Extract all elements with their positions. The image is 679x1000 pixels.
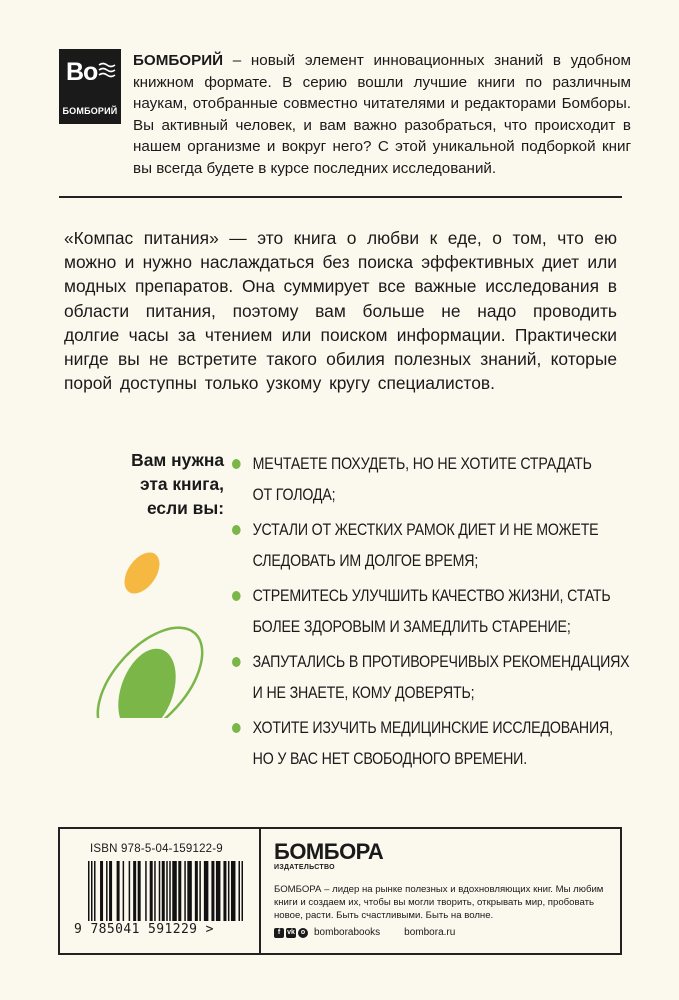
barcode-icon bbox=[88, 861, 243, 921]
list-item bbox=[232, 449, 665, 510]
list-item-text: МЕЧТАЕТЕ ПОХУДЕТЬ, НО НЕ ХОТИТЕ СТРАДАТЬ bbox=[252, 455, 592, 473]
barcode-bar bbox=[117, 861, 120, 921]
list-item-text: И НЕ ЗНАЕТЕ, КОМУ ДОВЕРЯТЬ; bbox=[252, 683, 475, 702]
need-line: если вы: bbox=[146, 498, 224, 518]
barcode-bar bbox=[123, 861, 125, 921]
decorative-shapes bbox=[90, 548, 240, 718]
barcode-bar bbox=[187, 861, 192, 921]
social-handle[interactable]: bomborabooks bbox=[314, 927, 381, 938]
barcode-bar bbox=[166, 861, 168, 921]
publisher-name: БОМБОРА bbox=[274, 839, 384, 864]
barcode-bar bbox=[129, 861, 131, 921]
barcode-bar bbox=[109, 861, 112, 921]
publisher-site-link[interactable]: bombora.ru bbox=[404, 927, 456, 938]
need-line: эта книга, bbox=[139, 474, 224, 494]
barcode-bar bbox=[242, 861, 244, 921]
list-item bbox=[232, 581, 665, 642]
barcode-bar bbox=[223, 861, 226, 921]
waves-icon bbox=[98, 62, 116, 78]
social-links bbox=[274, 927, 455, 938]
need-heading bbox=[96, 448, 224, 520]
barcode-bar bbox=[88, 861, 90, 921]
barcode-bar bbox=[211, 861, 214, 921]
green-ellipse bbox=[108, 641, 187, 718]
barcode-bar bbox=[159, 861, 161, 921]
vk-icon[interactable]: vk bbox=[287, 928, 295, 936]
barcode-bar bbox=[231, 861, 236, 921]
barcode-publisher-box bbox=[58, 827, 622, 955]
bullet-dot-icon bbox=[232, 723, 241, 733]
barcode-bar bbox=[145, 861, 147, 921]
barcode-bar bbox=[204, 861, 209, 921]
reasons-list bbox=[232, 449, 652, 779]
barcode-bar bbox=[199, 861, 201, 921]
orange-ellipse bbox=[117, 548, 166, 600]
facebook-icon[interactable]: f bbox=[274, 928, 284, 938]
list-item bbox=[232, 647, 665, 708]
logo-name: БОМБОРИЙ bbox=[62, 106, 118, 116]
barcode-bar bbox=[238, 861, 240, 921]
need-line: Вам нужна bbox=[131, 450, 224, 470]
isbn-label: ISBN 978-5-04-159122-9 bbox=[90, 843, 223, 855]
series-name: БОМБОРИЙ bbox=[133, 52, 224, 69]
list-item bbox=[232, 515, 665, 576]
series-text: – новый элемент инновационных знаний в удобном книжном формате. В серию вошли лучшие книги по различным наукам, отобранные совместно читателями и редакторами Бомборы. Вы активный человек, и вам важно разобраться, что происходит в нашем организме и вокруг него? С этой уникальной подборкой книг вы всегда будете в курсе последних исследований. bbox=[133, 52, 631, 177]
barcode-bar bbox=[94, 861, 96, 921]
barcode-bar bbox=[195, 861, 198, 921]
barcode-digits: 9 785041 591229 > bbox=[74, 922, 214, 937]
barcode-bar bbox=[169, 861, 171, 921]
bullet-dot-icon bbox=[232, 525, 241, 535]
barcode-bar bbox=[106, 861, 108, 921]
barcode-bar bbox=[91, 861, 93, 921]
list-item-text: ОТ ГОЛОДА; bbox=[252, 485, 336, 504]
list-item-text: НО У ВАС НЕТ СВОБОДНОГО ВРЕМЕНИ. bbox=[252, 749, 527, 768]
ok-icon[interactable]: o bbox=[298, 928, 308, 938]
bombory-logo bbox=[59, 49, 121, 124]
barcode-bar bbox=[178, 861, 181, 921]
book-description: «Компас питания» — это книга о любви к еде, о том, что ею можно и нужно наслаждаться без поиска эффективных диет или модных препаратов. Она суммирует все важные исследования в области питания, поэтому вам больше не надо проводить долгие часы за чтением или поиском информации. Практически нигде вы не встретите такого обилия полезных знаний, которые порой доступны только узкому кругу специалистов. bbox=[64, 228, 617, 394]
publisher-subtitle: ИЗДАТЕЛЬСТВО bbox=[274, 864, 335, 871]
barcode-bar bbox=[172, 861, 177, 921]
barcode-bar bbox=[100, 861, 103, 921]
list-item bbox=[232, 713, 665, 774]
barcode-bar bbox=[216, 861, 221, 921]
publisher-tagline: БОМБОРА – лидер на рынке полезных и вдохновляющих книг. Мы любим книги и создаем их, чтобы вы могли творить, открывать мир, пробовать новое, расти. Быть счастливыми. Быть на волне. bbox=[274, 884, 604, 921]
list-item-text: УСТАЛИ ОТ ЖЕСТКИХ РАМОК ДИЕТ И НЕ МОЖЕТЕ bbox=[252, 521, 599, 539]
list-item-text: СТРЕМИТЕСЬ УЛУЧШИТЬ КАЧЕСТВО ЖИЗНИ, СТАТЬ bbox=[252, 587, 611, 605]
series-intro bbox=[133, 50, 631, 180]
barcode-bar bbox=[150, 861, 153, 921]
list-item-text: СЛЕДОВАТЬ ИМ ДОЛГОЕ ВРЕМЯ; bbox=[252, 551, 479, 570]
divider-line bbox=[59, 196, 622, 198]
list-item-text: БОЛЕЕ ЗДОРОВЫМ И ЗАМЕДЛИТЬ СТАРЕНИЕ; bbox=[252, 617, 571, 636]
barcode-bar bbox=[133, 861, 136, 921]
barcode-bar bbox=[184, 861, 186, 921]
logo-mark: Bo bbox=[66, 58, 98, 86]
bullet-dot-icon bbox=[232, 459, 241, 469]
barcode-bar bbox=[162, 861, 165, 921]
list-item-text: ХОТИТЕ ИЗУЧИТЬ МЕДИЦИНСКИЕ ИССЛЕДОВАНИЯ, bbox=[252, 719, 613, 737]
list-item-text: ЗАПУТАЛИСЬ В ПРОТИВОРЕЧИВЫХ РЕКОМЕНДАЦИЯХ bbox=[252, 653, 630, 671]
barcode-bar bbox=[228, 861, 230, 921]
box-divider bbox=[259, 829, 261, 953]
barcode-bar bbox=[154, 861, 156, 921]
barcode-bar bbox=[138, 861, 141, 921]
